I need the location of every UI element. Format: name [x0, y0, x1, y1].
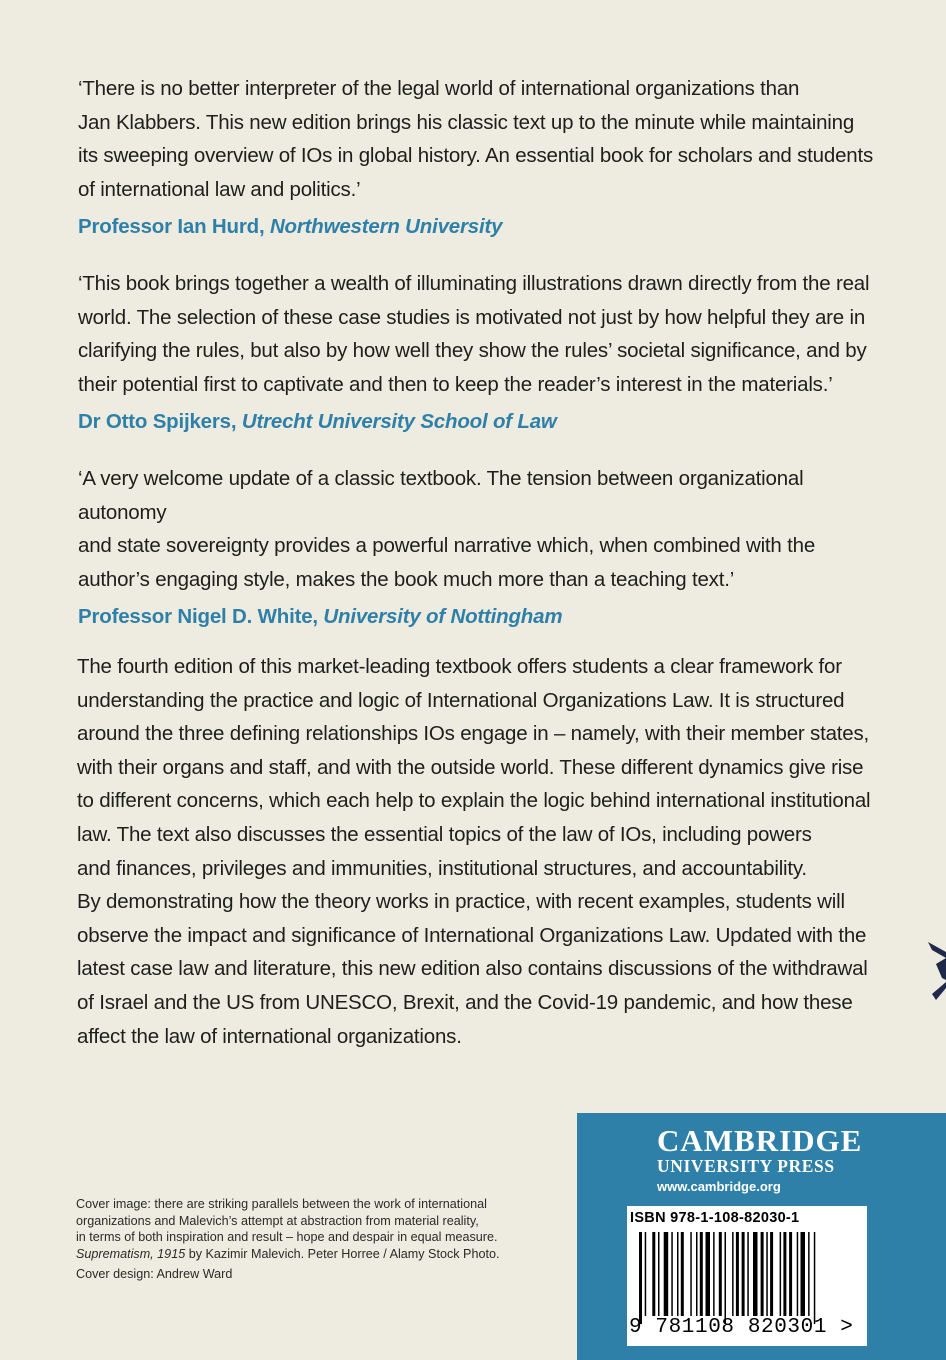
- cover-design-credit: Cover design: Andrew Ward: [76, 1267, 233, 1281]
- quote-line: author’s engaging style, makes the book much more than a teaching text.’: [78, 567, 735, 591]
- credit-line: organizations and Malevich’s attempt at abstraction from material reality,: [76, 1213, 479, 1228]
- quote-attribution: [78, 600, 878, 634]
- suprematism-fragment-icon: [922, 938, 946, 1002]
- publisher-url: www.cambridge.org: [657, 1179, 781, 1194]
- artwork-credit: by Kazimir Malevich. Peter Horree / Alamy Stock Photo.: [185, 1246, 500, 1261]
- endorsement-quote-3: [78, 462, 878, 634]
- cover-credits: [76, 1196, 546, 1283]
- quote-line: their potential first to captivate and then to keep the reader’s interest in the materials.’: [78, 372, 833, 396]
- credit-line: Cover image: there are striking parallels between the work of international: [76, 1197, 487, 1211]
- ean-digits: 9 781108 820301 >: [629, 1316, 854, 1339]
- publisher-logo-name: CAMBRIDGE: [657, 1123, 863, 1158]
- description-line: latest case law and literature, this new edition also contains discussions of the withdrawal: [77, 957, 868, 981]
- description-line: understanding the practice and logic of International Organizations Law. It is structured: [77, 688, 845, 712]
- description-line: observe the impact and significance of International Organizations Law. Updated with the: [77, 923, 867, 947]
- artwork-title: Suprematism, 1915: [76, 1246, 186, 1261]
- attribution-institution: University of Nottingham: [323, 605, 563, 629]
- description-line: to different concerns, which each help to explain the logic behind international institutional: [77, 789, 871, 813]
- credit-line: in terms of both inspiration and result – hope and despair in equal measure.: [76, 1230, 498, 1244]
- description-line: affect the law of international organizations.: [77, 1024, 462, 1048]
- quote-line: and state sovereignty provides a powerful narrative which, when combined with the: [78, 534, 816, 558]
- quote-line: ‘There is no better interpreter of the legal world of international organizations than: [78, 77, 800, 100]
- attribution-institution: Northwestern University: [269, 215, 503, 239]
- attribution-author: Dr Otto Spijkers,: [78, 410, 237, 434]
- quote-line: ‘This book brings together a wealth of illuminating illustrations drawn directly from the real: [78, 272, 870, 295]
- endorsement-quote-1: [78, 72, 878, 244]
- credit-line: [76, 1246, 546, 1263]
- quote-attribution: [78, 405, 878, 439]
- description-line: around the three defining relationships IOs engage in – namely, with their member states,: [77, 722, 870, 746]
- publisher-logo-press: UNIVERSITY PRESS: [657, 1156, 835, 1176]
- attribution-author: Professor Nigel D. White,: [78, 605, 318, 629]
- description-line: with their organs and staff, and with the outside world. These different dynamics give rise: [77, 755, 864, 779]
- isbn-barcode: [627, 1206, 867, 1346]
- quote-line: of international law and politics.’: [78, 177, 361, 201]
- isbn-label: ISBN 978-1-108-82030-1: [630, 1210, 800, 1226]
- description-line: law. The text also discusses the essential topics of the law of IOs, including powers: [77, 822, 812, 846]
- endorsement-quote-2: [78, 267, 878, 439]
- quote-line: world. The selection of these case studies is motivated not just by how helpful they are in: [78, 305, 866, 329]
- book-description: [77, 650, 877, 1053]
- quote-attribution: [78, 210, 878, 244]
- quote-line: its sweeping overview of IOs in global history. An essential book for scholars and students: [78, 144, 874, 168]
- quote-line: clarifying the rules, but also by how well they show the rules’ societal significance, and by: [78, 339, 867, 363]
- attribution-institution: Utrecht University School of Law: [241, 410, 557, 434]
- quote-line: Jan Klabbers. This new edition brings his classic text up to the minute while maintaining: [78, 110, 855, 134]
- description-line: The fourth edition of this market-leading textbook offers students a clear framework for: [77, 655, 842, 678]
- description-line: and finances, privileges and immunities, institutional structures, and accountability.: [77, 856, 807, 880]
- quote-line: ‘A very welcome update of a classic textbook. The tension between organizational autonomy: [78, 467, 804, 524]
- attribution-author: Professor Ian Hurd,: [78, 215, 265, 239]
- description-line: of Israel and the US from UNESCO, Brexit, and the Covid-19 pandemic, and how these: [77, 990, 853, 1014]
- description-line: By demonstrating how the theory works in practice, with recent examples, students will: [77, 890, 845, 914]
